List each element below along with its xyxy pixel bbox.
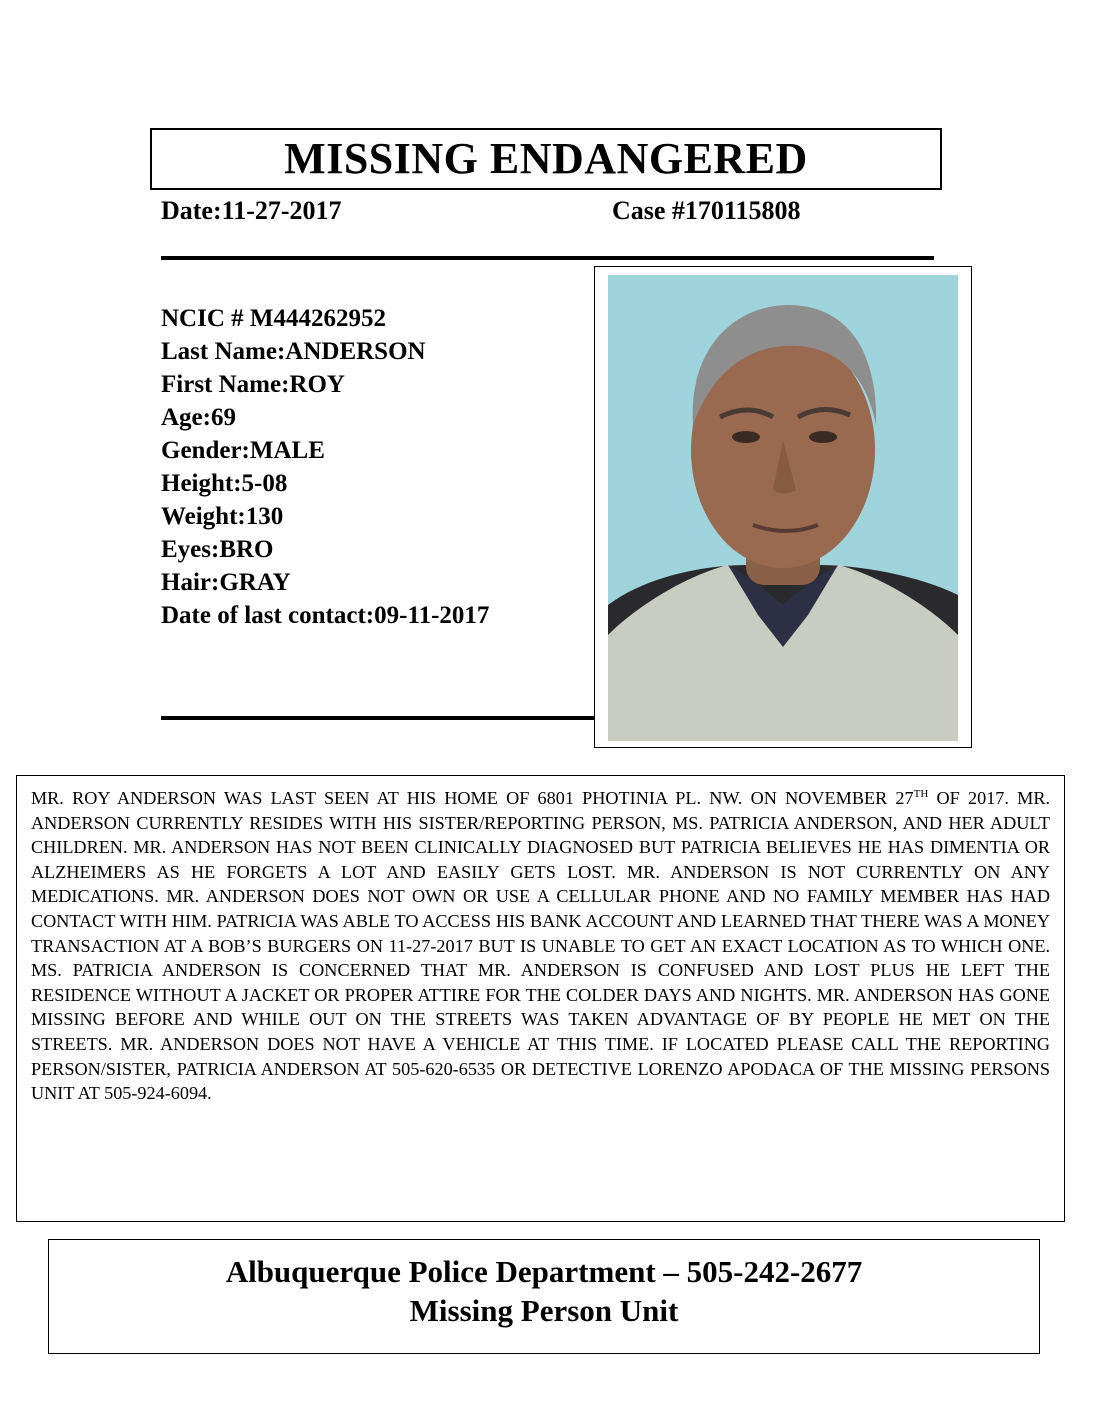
- field-first-name: First Name:ROY: [161, 371, 345, 398]
- left-eye: [732, 431, 760, 443]
- footer-box: [48, 1239, 1040, 1354]
- report-date: Date:11-27-2017: [161, 196, 342, 225]
- case-number: Case #170115808: [612, 196, 801, 225]
- divider-top: [161, 256, 934, 260]
- field-last-name: Last Name:ANDERSON: [161, 338, 426, 365]
- field-hair: Hair:GRAY: [161, 569, 291, 596]
- ordinal-suffix: TH: [913, 787, 929, 800]
- field-last-contact: Date of last contact:09-11-2017: [161, 602, 490, 629]
- unit-name: Missing Person Unit: [409, 1293, 679, 1328]
- divider-bottom: [161, 716, 595, 720]
- missing-person-photo: [594, 266, 972, 748]
- title-box: [150, 128, 942, 190]
- field-gender: Gender:MALE: [161, 437, 325, 464]
- right-eye: [809, 431, 837, 443]
- narrative-box: [16, 775, 1065, 1222]
- field-weight: Weight:130: [161, 503, 284, 530]
- narrative-text: [31, 786, 1050, 1106]
- field-age: Age:69: [161, 404, 236, 431]
- person-details: [161, 302, 489, 632]
- narrative-part-2: OF 2017. MR. ANDERSON CURRENTLY RESIDES WITH HIS SISTER/REPORTING PERSON, MS. PATRICIA ANDERSON, AND HER ADULT CHILDREN. MR. ANDERSON HAS NOT BEEN CLINICALLY DIAGNOSED BUT PATRICIA BELIEVES HE HAS DIMENTIA OR ALZHEIMERS AS HE FORGETS A LOT AND EASILY GETS LOST. MR. ANDERSON IS NOT CURRENTLY ON ANY MEDICATIONS. MR. ANDERSON DOES NOT OWN OR USE A CELLULAR PHONE AND NO FAMILY MEMBER HAS HAD CONTACT WITH HIM. PATRICIA WAS ABLE TO ACCESS HIS BANK ACCOUNT AND LEARNED THAT THERE WAS A MONEY TRANSACTION AT A BOB’S BURGERS ON 11-27-2017 BUT IS UNABLE TO GET AN EXACT LOCATION AS TO WHICH ONE. MS. PATRICIA ANDERSON IS CONCERNED THAT MR. ANDERSON IS CONFUSED AND LOST PLUS HE LEFT THE RESIDENCE WITHOUT A JACKET OR PROPER ATTIRE FOR THE COLDER DAYS AND NIGHTS. MR. ANDERSON HAS GONE MISSING BEFORE AND WHILE OUT ON THE STREETS WAS TAKEN ADVANTAGE OF BY PEOPLE HE MET ON THE STREETS. MR. ANDERSON DOES NOT HAVE A VEHICLE AT THIS TIME. IF LOCATED PLEASE CALL THE REPORTING PERSON/SISTER, PATRICIA ANDERSON AT 505-620-6535 OR DETECTIVE LORENZO APODACA OF THE MISSING PERSONS UNIT AT 505-924-6094.: [31, 788, 1050, 1104]
- field-eyes: Eyes:BRO: [161, 536, 274, 563]
- field-height: Height:5-08: [161, 470, 288, 497]
- department-contact: Albuquerque Police Department – 505-242-2677: [225, 1254, 863, 1289]
- narrative-part-1: MR. ROY ANDERSON WAS LAST SEEN AT HIS HOME OF 6801 PHOTINIA PL. NW. ON NOVEMBER 27: [31, 788, 914, 808]
- portrait-image: [608, 275, 958, 741]
- page-title: MISSING ENDANGERED: [284, 134, 808, 183]
- field-ncic: NCIC # M444262952: [161, 305, 386, 332]
